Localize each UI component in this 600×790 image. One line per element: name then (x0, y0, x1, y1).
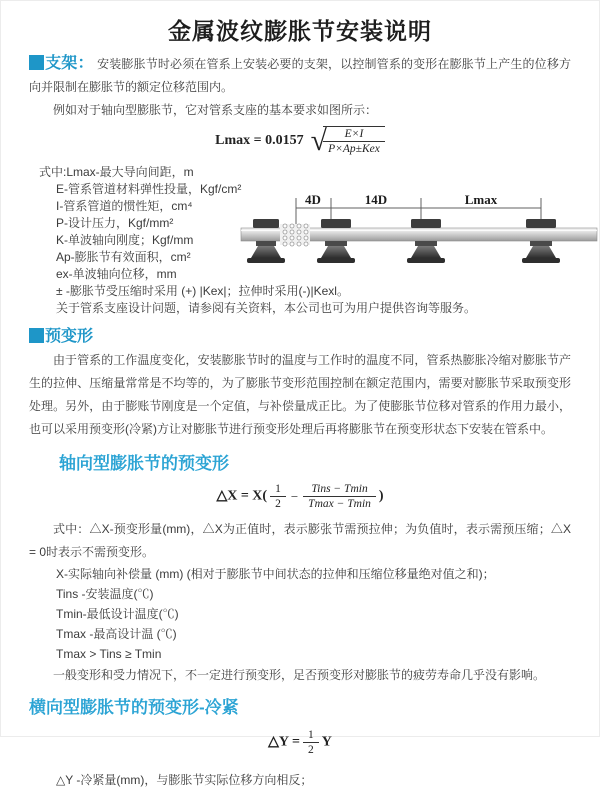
half-numerator: 1 (275, 483, 281, 495)
support-definitions (1, 164, 599, 317)
formula-lmax (1, 124, 599, 158)
bellows-icon (280, 224, 310, 246)
formula-lmax-numerator: E×I (344, 127, 364, 140)
temp-denominator: Tmax − Tmin (303, 496, 376, 511)
definition-line: Ap-膨胀节有效面积，cm² (56, 250, 191, 264)
definition-line: I-管系管道的惯性矩，cm⁴ (56, 199, 193, 213)
axial-note-text: 式中：△X-预变形量(mm)，△X为正值时，表示膨张节需预拉伸；为负值时，表示需预压缩；△X = 0时表示不需预变形。 (29, 521, 571, 559)
definition-line: Tmax -最高设计温 (℃) (56, 626, 177, 641)
formula-lmax-lhs: Lmax = 0.0157 (215, 132, 304, 148)
definition-line: 式中:Lmax-最大导向间距，m (39, 165, 194, 179)
formula-dy-fraction (303, 728, 319, 758)
formula-dx-temp-fraction (303, 482, 376, 512)
pipe-support-diagram-svg (241, 188, 597, 288)
definition-line: 关于管系支座设计问题，请参阅有关资料，本公司也可为用户提供咨询等服务。 (56, 301, 477, 315)
definition-line: Tins -安装温度(℃) (56, 586, 154, 601)
formula-dx-half-fraction (270, 482, 286, 512)
definition-line: Tmin-最低设计温度(℃) (56, 606, 179, 621)
support-intro-text: 安装膨胀节时必须在管系上安装必要的支架，以控制管系的变形在膨胀节上产生的位移方向并限制在膨胀节的额定位移范围内。 (29, 57, 571, 94)
support-example-text: 例如对于轴向型膨胀节，它对管系支座的基本要求如图所示： (53, 103, 378, 117)
formula-lmax-fraction (323, 126, 385, 157)
formula-dy-lhs: △Y = (268, 734, 300, 750)
minus-sign: − (290, 488, 299, 504)
definition-line: P-设计压力，Kgf/mm² (56, 216, 174, 230)
preform-body-text: 由于管系的工作温度变化，安装膨胀节时的温度与工作时的温度不同，管系热膨胀冷缩对膨胀节产生的拉伸、压缩量常常是不均等的，为了膨胀节变形范围控制在额定范围内，需要对膨胀节采取预变形处理。另外，由于膨账节刚度是一个定值，与补偿量成正比。为了使膨胀节位移对管系的作用力最小，也可以采用预变形(冷紧)方让对膨胀节进行预变形处理后再将膨胀节在预变形状态下安装在管系中。 (29, 353, 571, 436)
formula-dx-lhs: △X = X( (216, 488, 268, 504)
definition-line: Tmax > Tins ≥ Tmin (56, 646, 162, 661)
definition-line: E-管系管道材料弹性投量，Kgf/cm² (56, 182, 242, 196)
subheading-axial-preform: 轴向型膨胀节的预变形 (59, 454, 229, 473)
dy-denominator: 2 (303, 742, 319, 757)
lateral-note-text: △Y -冷紧量(mm)，与膨胀节实际位移方向相反； (56, 772, 313, 787)
formula-delta-y (1, 728, 599, 758)
page-title: 金属波纹膨胀节安装说明 (168, 18, 432, 44)
definition-line: K-单波轴向刚度；Kgf/mm (56, 233, 194, 247)
formula-delta-x (1, 482, 599, 512)
dim-label-14d: 14D (364, 192, 388, 207)
blue-square-icon (29, 55, 44, 70)
formula-lmax-denominator: P×Ap±Kex (323, 141, 385, 156)
half-denominator: 2 (270, 496, 286, 511)
support-intro-paragraph (29, 52, 571, 99)
axial-closing-text: 一般变形和受力情况下，不一定进行预变形，足否预变形对膨胀节的疲劳寿命几乎没有影响。 (53, 667, 546, 682)
dy-numerator: 1 (307, 728, 314, 741)
formula-dy-rhs: Y (321, 734, 332, 750)
dim-label-4d: 4D (305, 192, 321, 207)
section-heading-preform: 预变形 (45, 328, 94, 345)
dim-label-lmax: Lmax (464, 192, 498, 207)
section-heading-support: 支架： (45, 55, 94, 72)
definition-line: ± -膨胀节受压缩时采用 (+) |Kex|；拉伸时采用(-)|Kexl。 (56, 284, 349, 298)
subheading-lateral-preform: 横向型膨胀节的预变形-冷紧 (29, 697, 239, 717)
definition-line: ex-单波轴向位移，mm (56, 267, 177, 281)
formula-dx-rhs: ) (378, 488, 384, 504)
preform-section-heading (29, 327, 599, 347)
temp-numerator: Tins − Tmin (311, 483, 368, 495)
radical-sign: √ (310, 124, 328, 157)
definition-line: X-实际轴向补偿量 (mm) (相对于膨胀节中间状态的拉伸和压缩位移量绝对值之和)； (56, 566, 495, 581)
blue-square-icon (29, 328, 44, 343)
pipe-support-diagram (241, 188, 597, 288)
